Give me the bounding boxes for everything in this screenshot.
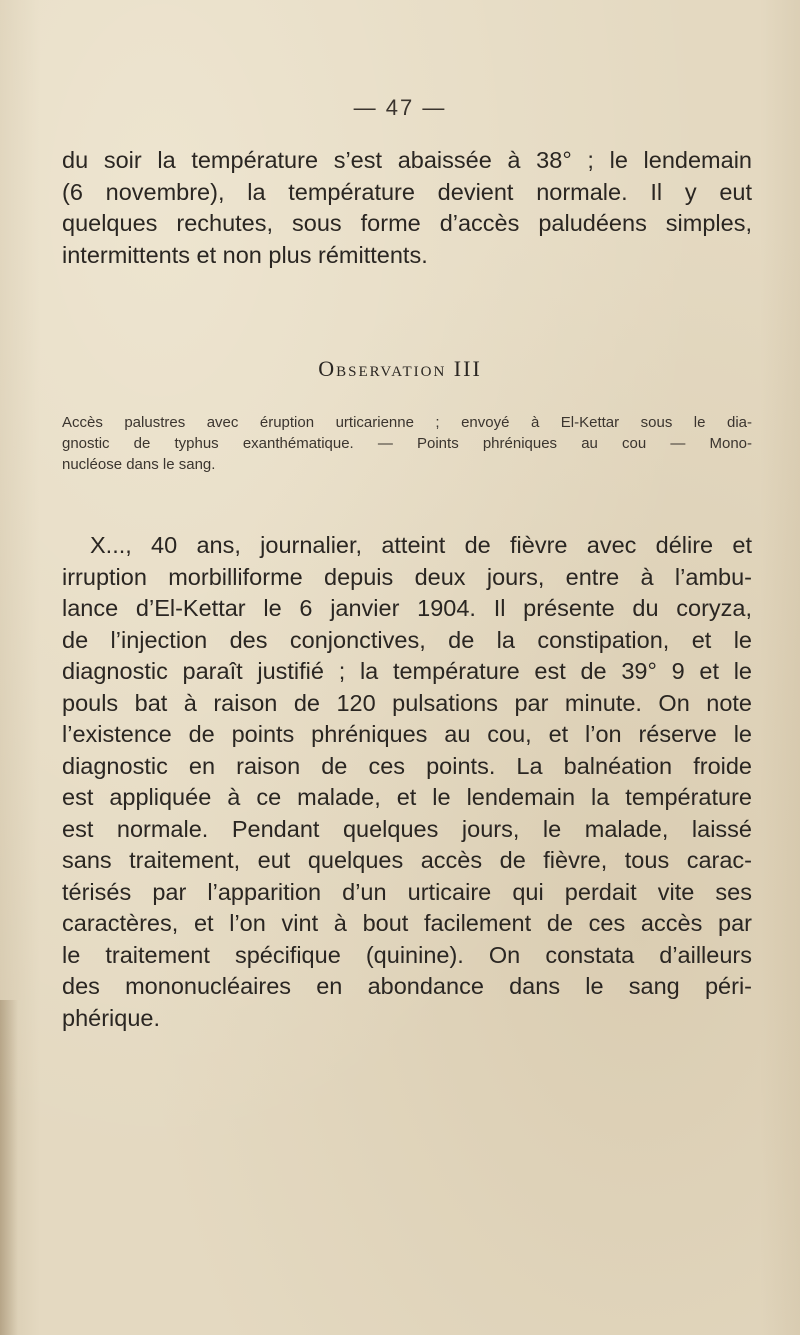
page-number: — 47 — <box>353 95 447 120</box>
main-line: diagnostic en raison de ces points. La balnéation froide <box>62 752 752 779</box>
main-line: phérique. <box>62 1004 160 1031</box>
main-line: de l’injection des conjonctives, de la constipation, et le <box>62 626 752 653</box>
main-line: lance d’El-Kettar le 6 janvier 1904. Il présente du coryza, <box>62 595 752 621</box>
main-line: sans traitement, eut quelques accès de fièvre, tous carac- <box>62 847 752 873</box>
intro-line: quelques rechutes, sous forme d’accès paludéens simples, <box>62 210 752 236</box>
summary-line: Accès palustres avec éruption urticarienne ; envoyé à El-Kettar sous le dia- <box>62 414 752 431</box>
intro-line: du soir la température s’est abaissée à 38° ; le lendemain <box>62 147 752 173</box>
intro-line: intermittents et non plus rémittents. <box>62 241 428 268</box>
main-line: térisés par l’apparition d’un urticaire qui perdait vite ses <box>62 878 752 905</box>
main-line: pouls bat à raison de 120 pulsations par minute. On note <box>62 689 752 716</box>
main-line: irruption morbilliforme depuis deux jours, entre à l’ambu- <box>62 563 752 590</box>
main-line: est normale. Pendant quelques jours, le malade, laissé <box>62 815 752 842</box>
main-line: des mononucléaires en abondance dans le sang péri- <box>62 973 752 999</box>
observation-heading: Observation III <box>318 356 482 381</box>
main-line: le traitement spécifique (quinine). On constata d’ailleurs <box>62 941 752 968</box>
summary-line: gnostic de typhus exanthématique. — Points phréniques au cou — Mono- <box>62 435 752 452</box>
main-line: diagnostic paraît justifié ; la température est de 39° 9 et le <box>62 658 752 684</box>
main-line: caractères, et l’on vint à bout facilement de ces accès par <box>62 910 752 936</box>
main-line: est appliquée à ce malade, et le lendemain la température <box>62 784 752 810</box>
observation-summary <box>62 412 752 475</box>
intro-line: (6 novembre), la température devient normale. Il y eut <box>62 178 752 205</box>
intro-paragraph <box>62 145 752 271</box>
main-line: X..., 40 ans, journalier, atteint de fièvre avec délire et <box>90 532 752 558</box>
main-line: l’existence de points phréniques au cou, et l’on réserve le <box>62 721 752 747</box>
main-paragraph <box>62 530 752 1034</box>
page-edge-shadow <box>0 1000 18 1335</box>
summary-line: nucléose dans le sang. <box>62 456 216 473</box>
